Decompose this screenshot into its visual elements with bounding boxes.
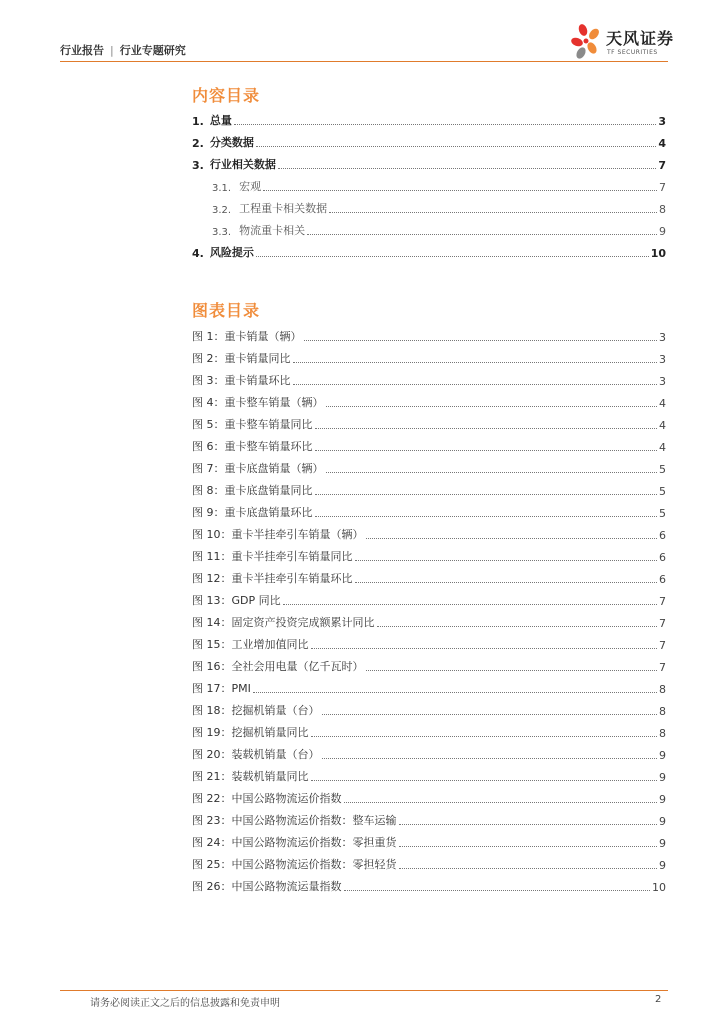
contents-title: 内容目录 <box>192 86 261 105</box>
figure-entry-label: 图 6：重卡整车销量环比 <box>192 440 313 453</box>
figure-entry[interactable] <box>192 564 666 586</box>
toc-entry-page: 7 <box>659 181 666 194</box>
figure-entry-page: 9 <box>659 859 666 872</box>
toc-dot-leader <box>329 212 657 213</box>
toc-entry[interactable] <box>192 150 666 172</box>
figure-entry-label: 图 16：全社会用电量（亿千瓦时） <box>192 660 364 673</box>
contents-list <box>192 106 666 260</box>
figure-entry[interactable] <box>192 344 666 366</box>
figure-dot-leader <box>399 868 658 869</box>
figure-entry-label: 图 25：中国公路物流运价指数：零担轻货 <box>192 858 397 871</box>
figure-dot-leader <box>366 670 658 671</box>
figure-dot-leader <box>399 824 658 825</box>
toc-entry-page: 4 <box>658 137 666 150</box>
figure-entry[interactable] <box>192 718 666 740</box>
figure-entry-label: 图 10：重卡半挂牵引车销量（辆） <box>192 528 364 541</box>
logo-name: 天风证券 <box>606 29 675 48</box>
figure-entry-label: 图 11：重卡半挂牵引车销量同比 <box>192 550 353 563</box>
figure-entry[interactable] <box>192 872 666 894</box>
toc-entry-number: 3. <box>192 159 204 172</box>
logo-english-name: TF SECURITIES <box>607 49 658 56</box>
toc-entry-label: 物流重卡相关 <box>239 224 306 237</box>
figure-entry-label: 图 21：装载机销量同比 <box>192 770 309 783</box>
figure-entry-label: 图 22：中国公路物流运价指数 <box>192 792 342 805</box>
figure-entry[interactable] <box>192 586 666 608</box>
toc-entry-number: 3.3. <box>212 227 232 238</box>
figure-entry-page: 6 <box>659 551 666 564</box>
toc-dot-leader <box>307 234 657 235</box>
figure-dot-leader <box>315 450 658 451</box>
footer-disclaimer: 请务必阅读正文之后的信息披露和免责申明 <box>90 998 280 1009</box>
figure-entry-label: 图 17：PMI <box>192 682 251 695</box>
figure-entry-label: 图 24：中国公路物流运价指数：零担重货 <box>192 836 397 849</box>
toc-entry-label: 宏观 <box>239 180 262 193</box>
figure-entry-label: 图 26：中国公路物流运量指数 <box>192 880 342 893</box>
figure-dot-leader <box>311 648 658 649</box>
figure-entry[interactable] <box>192 498 666 520</box>
figure-entry-page: 4 <box>659 397 666 410</box>
figure-entry-page: 7 <box>659 639 666 652</box>
figure-entry-label: 图 9：重卡底盘销量环比 <box>192 506 313 519</box>
toc-entry-page: 9 <box>659 225 666 238</box>
figure-dot-leader <box>315 494 658 495</box>
figure-entry-label: 图 13：GDP 同比 <box>192 594 281 607</box>
figure-entry[interactable] <box>192 828 666 850</box>
toc-entry-page: 3 <box>658 115 666 128</box>
figure-dot-leader <box>399 846 658 847</box>
figure-entry-page: 5 <box>659 485 666 498</box>
figure-dot-leader <box>377 626 658 627</box>
figure-entry-page: 4 <box>659 441 666 454</box>
toc-entry-number: 3.2. <box>212 205 232 216</box>
figure-entry-label: 图 12：重卡半挂牵引车销量环比 <box>192 572 353 585</box>
figure-entry-page: 9 <box>659 837 666 850</box>
toc-entry-page: 10 <box>650 247 666 260</box>
figure-dot-leader <box>344 890 651 891</box>
figure-entry[interactable] <box>192 850 666 872</box>
toc-dot-leader <box>256 256 649 257</box>
figure-entry[interactable] <box>192 410 666 432</box>
toc-entry-number: 2. <box>192 137 204 150</box>
figure-entry-label: 图 20：装载机销量（台） <box>192 748 320 761</box>
figure-entry-page: 9 <box>659 749 666 762</box>
figure-entry[interactable] <box>192 740 666 762</box>
figure-entry-label: 图 5：重卡整车销量同比 <box>192 418 313 431</box>
figure-entry[interactable] <box>192 762 666 784</box>
figure-entry-page: 8 <box>659 727 666 740</box>
figure-dot-leader <box>293 362 658 363</box>
toc-entry-label: 工程重卡相关数据 <box>239 202 328 215</box>
figure-entry-page: 9 <box>659 793 666 806</box>
figure-entry-page: 7 <box>659 661 666 674</box>
toc-entry-number: 1. <box>192 115 204 128</box>
figure-entry-label: 图 23：中国公路物流运价指数：整车运输 <box>192 814 397 827</box>
figure-entry[interactable] <box>192 652 666 674</box>
figure-dot-leader <box>366 538 658 539</box>
figure-entry-page: 6 <box>659 573 666 586</box>
figures-title: 图表目录 <box>192 301 261 320</box>
toc-dot-leader <box>234 124 657 125</box>
figure-entry-page: 7 <box>659 595 666 608</box>
header-separator: | <box>110 43 114 57</box>
figure-entry[interactable] <box>192 520 666 542</box>
figure-entry[interactable] <box>192 322 666 344</box>
toc-entry-page: 7 <box>658 159 666 172</box>
figure-entry[interactable] <box>192 784 666 806</box>
toc-entry-number: 3.1. <box>212 183 232 194</box>
figure-entry[interactable] <box>192 542 666 564</box>
toc-entry[interactable] <box>192 106 666 128</box>
figure-entry[interactable] <box>192 476 666 498</box>
figure-dot-leader <box>253 692 657 693</box>
figure-entry-label: 图 4：重卡整车销量（辆） <box>192 396 324 409</box>
figure-entry-page: 4 <box>659 419 666 432</box>
figure-entry-label: 图 3：重卡销量环比 <box>192 374 291 387</box>
header-divider <box>60 61 668 62</box>
toc-entry[interactable] <box>192 128 666 150</box>
figure-entry-page: 9 <box>659 771 666 784</box>
figure-entry-label: 图 19：挖掘机销量同比 <box>192 726 309 739</box>
figure-entry-page: 8 <box>659 683 666 696</box>
header-category: 行业报告 <box>60 44 104 57</box>
figure-dot-leader <box>344 802 658 803</box>
figure-dot-leader <box>322 758 658 759</box>
footer-divider <box>60 990 668 991</box>
figure-entry-page: 3 <box>659 375 666 388</box>
figure-dot-leader <box>315 516 658 517</box>
figures-list <box>192 322 666 894</box>
flower-logo-icon <box>570 22 604 62</box>
figure-entry-label: 图 2：重卡销量同比 <box>192 352 291 365</box>
toc-entry-label: 行业相关数据 <box>209 158 276 171</box>
figure-entry-label: 图 8：重卡底盘销量同比 <box>192 484 313 497</box>
toc-entry-label: 分类数据 <box>209 136 254 149</box>
figure-dot-leader <box>315 428 658 429</box>
figure-entry-label: 图 15：工业增加值同比 <box>192 638 309 651</box>
figure-entry[interactable] <box>192 674 666 696</box>
figure-entry-page: 5 <box>659 507 666 520</box>
figure-dot-leader <box>293 384 658 385</box>
figure-dot-leader <box>355 560 658 561</box>
toc-entry[interactable] <box>192 172 666 194</box>
toc-dot-leader <box>263 190 657 191</box>
toc-entry[interactable] <box>192 194 666 216</box>
figure-entry-label: 图 18：挖掘机销量（台） <box>192 704 320 717</box>
figure-entry[interactable] <box>192 432 666 454</box>
figure-entry-page: 5 <box>659 463 666 476</box>
figure-entry[interactable] <box>192 806 666 828</box>
toc-entry-number: 4. <box>192 247 204 260</box>
figure-entry-label: 图 14：固定资产投资完成额累计同比 <box>192 616 375 629</box>
figure-dot-leader <box>311 736 658 737</box>
figure-entry-page: 3 <box>659 353 666 366</box>
figure-entry-label: 图 1：重卡销量（辆） <box>192 330 302 343</box>
figure-dot-leader <box>355 582 658 583</box>
figure-dot-leader <box>283 604 657 605</box>
figure-dot-leader <box>326 406 658 407</box>
toc-entry-label: 风险提示 <box>209 246 254 259</box>
figure-dot-leader <box>322 714 658 715</box>
toc-dot-leader <box>256 146 657 147</box>
figure-entry-page: 9 <box>659 815 666 828</box>
header-subcategory: 行业专题研究 <box>119 44 186 57</box>
page-number: 2 <box>655 994 662 1005</box>
figure-entry[interactable] <box>192 696 666 718</box>
figure-entry-page: 10 <box>652 881 666 894</box>
company-logo <box>570 20 680 64</box>
toc-entry-label: 总量 <box>209 114 232 127</box>
figure-entry[interactable] <box>192 454 666 476</box>
header-breadcrumb <box>60 42 186 58</box>
figure-entry[interactable] <box>192 388 666 410</box>
figure-dot-leader <box>326 472 658 473</box>
toc-entry-page: 8 <box>659 203 666 216</box>
figure-entry-page: 6 <box>659 529 666 542</box>
figure-entry-page: 8 <box>659 705 666 718</box>
toc-dot-leader <box>278 168 657 169</box>
figure-entry[interactable] <box>192 608 666 630</box>
toc-entry[interactable] <box>192 216 666 238</box>
figure-dot-leader <box>311 780 658 781</box>
figure-entry-label: 图 7：重卡底盘销量（辆） <box>192 462 324 475</box>
figure-entry-page: 7 <box>659 617 666 630</box>
toc-entry[interactable] <box>192 238 666 260</box>
figure-entry[interactable] <box>192 630 666 652</box>
figure-entry-page: 3 <box>659 331 666 344</box>
figure-entry[interactable] <box>192 366 666 388</box>
figure-dot-leader <box>304 340 658 341</box>
